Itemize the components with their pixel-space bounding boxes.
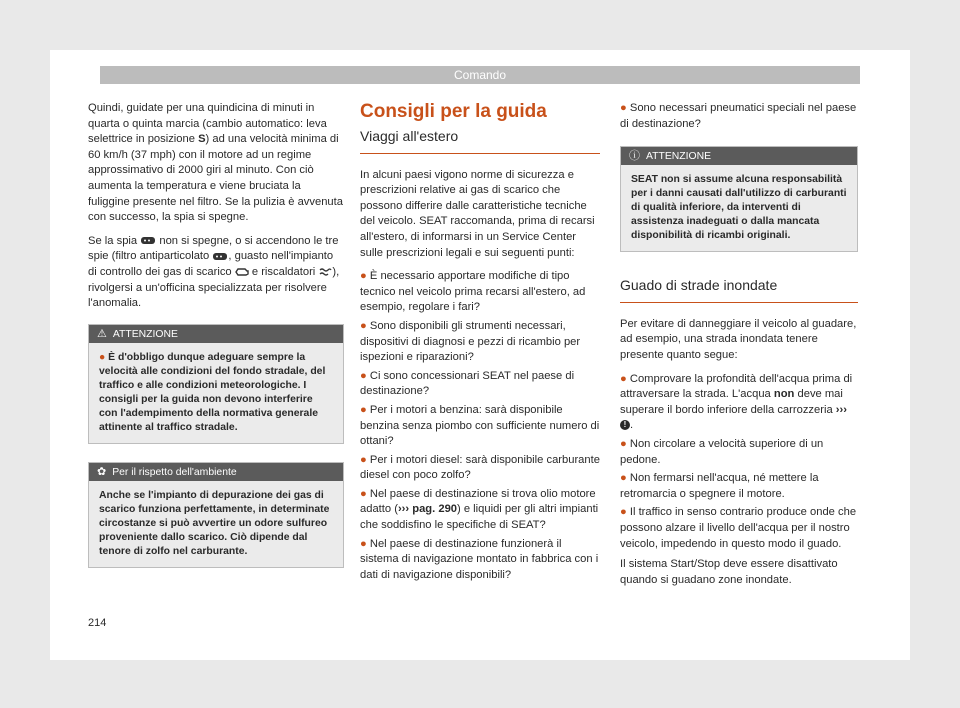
paragraph-1: Quindi, guidate per una quindicina di minuti in quarta o quinta marcia (cambio automatico: leva selettrice in posizione S) ad una velocità minima di 60 km/h (37 mph) con il motore ad un regime approssimativo di 2000 giri al minuto. Con ciò aumenta la temperatura e viene bruciata la fuliggine presente nel filtro. Se la pulizia è avvenuta con successo, la spia si spegne. [88,102,343,224]
warning-header: ⓘ ATTENZIONE [621,147,857,165]
warning-reference-link[interactable]: ››› [835,403,847,416]
list-item: ● Nel paese di destinazione si trova olio motore adatto (››› pag. 290) e liquidi per gli altri impianti che soddisfino le specifiche di SEAT? [360,487,599,532]
environment-icon: ✿ [97,465,107,478]
section-title: Consigli per la guida [360,101,547,122]
warning-box [620,146,858,252]
warning-header: ⚠ ATTENZIONE [89,325,343,343]
list-item: ● Nel paese di destinazione funzionerà il sistema di navigazione montato in fabbrica con i dati di navigazione disponibili? [360,537,599,581]
warning-body: ● È d'obbligo dunque adeguare sempre la velocità alle condizioni del fondo stradale, del traffico e alle condizioni meteorologiche. I consigli per la guida non devono interferire con l'adempimento della normativa generale attinente al traffico stradale. [99,351,326,433]
environment-box [88,462,344,568]
engine-exhaust-icon [235,267,249,277]
page-number: 214 [88,617,107,629]
intro-paragraph: Per evitare di danneggiare il veicolo al guadare, ad esempio, una strada inondata tenere presente quanto segue: [620,317,857,361]
warning-body: SEAT non si assume alcuna responsabilità per i danni causati dall'utilizzo di carburanti di qualità inferiore, da interventi di assistenza inadeguati o dalla mancata disponibilità di ricambi originali. [631,174,847,242]
closing-paragraph: Il sistema Start/Stop deve essere disattivato quando si guadano zone inondate. [620,558,838,586]
list-item: ● Comprovare la profondità dell'acqua prima di attraversare la strada. L'acqua non deve mai superare il bordo inferiore della carrozzeria ››› ! . [620,372,853,432]
intro-paragraph: In alcuni paesi vigono norme di sicurezza e prescrizioni relative ai gas di scarico che possono differire dalle caratteristiche tecniche del veicolo. SEAT raccomanda, prima di recarsi all'estero, di informarsi in un Service Center sulle prescrizioni legali e sui seguenti punti: [360,168,595,259]
section-subtitle: Guado di strade inondate [620,278,858,303]
particle-filter-icon [212,252,228,261]
list-item: ● Ci sono concessionari SEAT nel paese di destinazione? [360,369,575,398]
column-2 [360,101,600,586]
paragraph-2: Se la spia non si spegne, o si accendono le tre spie (filtro antiparticolato , guasto nell'impianto di controllo dei gas di scarico e riscaldatori ), rivolgersi a un'officina specializzata per risolvere l'anomalia. [88,234,340,310]
list-item: ● Non fermarsi nell'acqua, né mettere la retromarcia o spegnere il motore. [620,472,819,500]
list-item: ● Non circolare a velocità superiore di un pedone. [620,437,824,466]
warning-triangle-icon: ⚠ [97,327,107,340]
page-reference-link[interactable]: ››› pag. 290 [397,503,458,516]
environment-header: ✿ Per il rispetto dell'ambiente [89,463,343,481]
column-1 [88,101,344,576]
column-3 [620,101,858,596]
list-item: ● Sono necessari pneumatici speciali nel paese di destinazione? [620,102,857,130]
page-header: Comando [100,66,860,84]
list-item: ● Sono disponibili gli strumenti necessari, dispositivi di diagnosi e pezzi di ricambio per ispezioni e riparazioni? [360,319,581,364]
info-circle-icon: ⓘ [629,150,640,163]
list-item: ● È necessario apportare modifiche di tipo tecnico nel veicolo prima recarsi all'estero, ad esempio, regolare i fari? [360,270,586,314]
glow-plug-icon [318,267,332,277]
particle-filter-warning-icon [140,236,156,245]
environment-body: Anche se l'impianto di depurazione dei gas di scarico funziona perfettamente, in determinate circostanze si può avvertire un odore sulfureo proveniente dallo scarico. Ciò dipende dal tenore di zolfo nel carburante. [99,489,330,557]
exclamation-circle-icon: ! [620,420,630,430]
warning-box [88,324,344,444]
list-item: ● Per i motori diesel: sarà disponibile carburante diesel con poco zolfo? [360,453,600,482]
section-subtitle: Viaggi all'estero [360,129,600,154]
list-item: ● Il traffico in senso contrario produce onde che possono alzare il livello dell'acqua per il nostro veicolo, impedendo in questo modo il guado. [620,506,857,550]
list-item: ● Per i motori a benzina: sarà disponibile benzina senza piombo con sufficiente numero di ottani? [360,403,600,448]
